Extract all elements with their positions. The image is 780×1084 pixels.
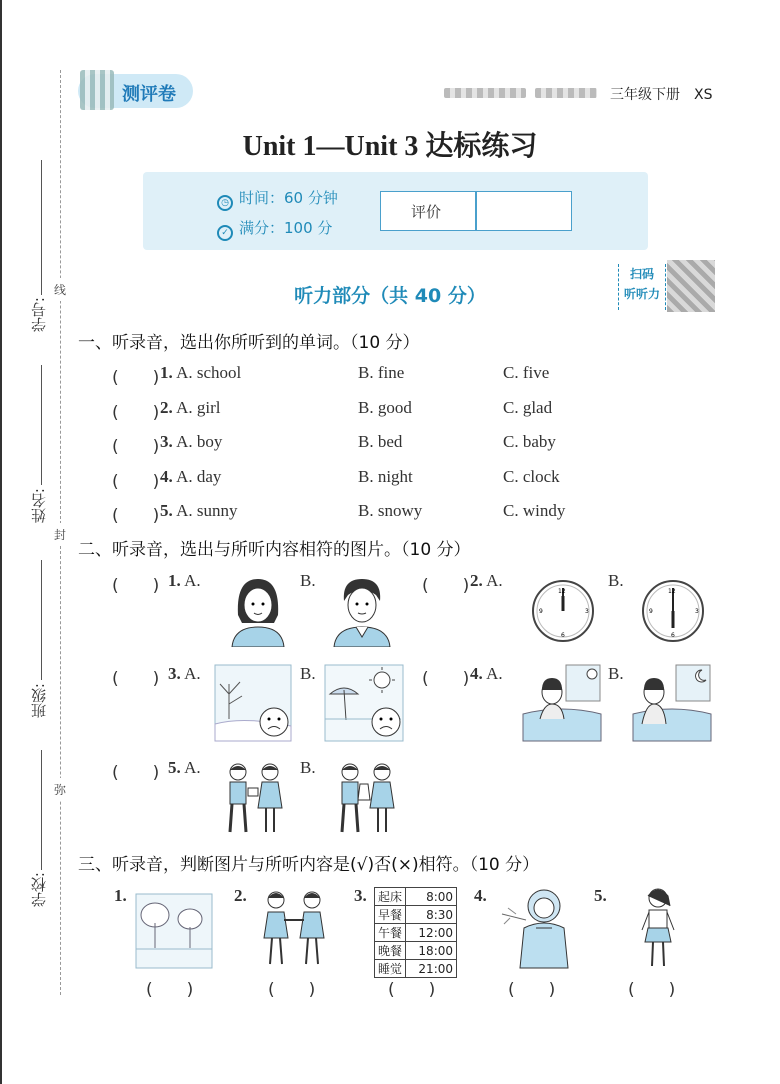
table-row bbox=[375, 888, 457, 906]
option-b-label: B. bbox=[300, 571, 316, 590]
man-picture bbox=[330, 575, 395, 647]
name-label: 姓名: bbox=[30, 488, 48, 524]
answer-blank[interactable]: ( ) bbox=[112, 506, 160, 526]
class-line bbox=[41, 560, 42, 680]
option-a: 2. A. girl bbox=[160, 398, 221, 417]
girls-holding-hands-picture bbox=[258, 886, 330, 968]
evaluation-box bbox=[380, 191, 572, 231]
clock-six-picture bbox=[640, 578, 706, 644]
schedule-time: 21:00 bbox=[406, 960, 457, 978]
option-c: C. baby bbox=[503, 432, 556, 451]
daily-schedule-table bbox=[374, 887, 457, 978]
option-a: 3. A. boy bbox=[160, 432, 223, 451]
option-c: C. glad bbox=[503, 398, 553, 417]
school-line bbox=[41, 750, 42, 870]
clock-twelve-picture bbox=[530, 578, 596, 644]
name-line bbox=[41, 365, 42, 485]
schedule-time: 12:00 bbox=[406, 924, 457, 942]
answer-blank[interactable]: ( ) bbox=[388, 980, 436, 1000]
listening-section-title: 听力部分（共 40 分） bbox=[294, 285, 486, 307]
child-in-winter-coat-picture bbox=[496, 884, 582, 972]
blurred-publisher bbox=[444, 88, 526, 98]
time-info bbox=[217, 187, 338, 211]
scan-line1: 扫码 bbox=[629, 267, 654, 281]
table-row bbox=[375, 924, 457, 942]
schedule-time: 8:00 bbox=[406, 888, 457, 906]
answer-blank[interactable]: ( ) bbox=[112, 437, 160, 457]
question-number: 5. A. bbox=[168, 758, 201, 777]
option-a: 4. A. day bbox=[160, 467, 222, 486]
option-c: C. five bbox=[503, 363, 550, 382]
option-b: B. good bbox=[358, 398, 412, 417]
option-b-label: B. bbox=[608, 664, 624, 683]
sunny-beach-picture bbox=[324, 664, 404, 742]
svg-text:6: 6 bbox=[561, 632, 565, 639]
svg-text:12: 12 bbox=[668, 588, 676, 595]
question-number: 1. bbox=[114, 886, 127, 905]
score-info bbox=[217, 217, 332, 241]
answer-blank[interactable]: ( ) bbox=[112, 472, 160, 492]
answer-blank[interactable]: ( ) bbox=[112, 403, 160, 423]
option-b: B. fine bbox=[358, 363, 405, 382]
question-number: 5. bbox=[594, 886, 607, 905]
question-number: 2. bbox=[234, 886, 247, 905]
svg-text:9: 9 bbox=[539, 608, 543, 615]
answer-blank[interactable]: ( ) bbox=[268, 980, 316, 1000]
cut-mark-xian: 线 bbox=[54, 278, 66, 301]
option-a: 1. A. school bbox=[160, 363, 242, 382]
part1-heading: 一、听录音，选出你所听到的单词。（10 分） bbox=[78, 333, 420, 353]
question-number: 3. bbox=[354, 886, 367, 905]
evaluation-label: 评价 bbox=[411, 203, 442, 221]
option-b-label: B. bbox=[300, 758, 316, 777]
answer-blank[interactable]: ( ) bbox=[112, 368, 160, 388]
cut-mark-feng: 封 bbox=[54, 523, 66, 546]
answer-blank[interactable]: ( ) bbox=[422, 576, 470, 596]
table-row bbox=[375, 942, 457, 960]
svg-text:12: 12 bbox=[558, 588, 566, 595]
answer-blank[interactable]: ( ) bbox=[146, 980, 194, 1000]
score-text: 满分：100 分 bbox=[239, 219, 333, 237]
schedule-item: 早餐 bbox=[375, 906, 406, 924]
schedule-item: 起床 bbox=[375, 888, 406, 906]
school-label: 学校: bbox=[30, 872, 48, 908]
answer-blank[interactable]: ( ) bbox=[422, 669, 470, 689]
schedule-item: 晚餐 bbox=[375, 942, 406, 960]
girl-waking-night-picture bbox=[632, 664, 712, 742]
schedule-item: 睡觉 bbox=[375, 960, 406, 978]
question-number: 1. A. bbox=[168, 571, 201, 590]
part2-heading: 二、听录音，选出与所听内容相符的图片。（10 分） bbox=[78, 540, 471, 560]
answer-blank[interactable]: ( ) bbox=[628, 980, 676, 1000]
svg-text:3: 3 bbox=[695, 608, 699, 615]
blurred-series bbox=[535, 88, 597, 98]
option-b: B. night bbox=[358, 467, 413, 486]
svg-text:6: 6 bbox=[671, 632, 675, 639]
grade-label: 三年级下册 XS bbox=[610, 87, 713, 103]
girl-waking-morning-picture bbox=[522, 664, 602, 742]
scan-line2: 听听力 bbox=[623, 287, 660, 301]
schedule-time: 18:00 bbox=[406, 942, 457, 960]
question-number: 3. A. bbox=[168, 664, 201, 683]
answer-blank[interactable]: ( ) bbox=[112, 763, 160, 783]
cut-mark-mi: 弥 bbox=[54, 778, 66, 801]
page-title: Unit 1—Unit 3 达标练习 bbox=[242, 131, 538, 162]
schedule-time: 8:30 bbox=[406, 906, 457, 924]
time-text: 时间：60 分钟 bbox=[239, 189, 338, 207]
svg-text:9: 9 bbox=[649, 608, 653, 615]
badge-logo-icon bbox=[80, 70, 114, 110]
check-icon: ✓ bbox=[217, 225, 233, 241]
table-row bbox=[375, 906, 457, 924]
scan-hint bbox=[618, 264, 666, 310]
question-number: 4. bbox=[474, 886, 487, 905]
clock-icon: ◷ bbox=[217, 195, 233, 211]
part3-heading: 三、听录音，判断图片与所听内容是(√)否(×)相符。（10 分） bbox=[78, 855, 540, 875]
children-exchange-gift-a-picture bbox=[222, 760, 288, 836]
children-exchange-gift-b-picture bbox=[334, 760, 400, 836]
schedule-item: 午餐 bbox=[375, 924, 406, 942]
snowy-park-picture bbox=[135, 893, 213, 969]
woman-picture bbox=[228, 575, 288, 647]
question-number: 4. A. bbox=[470, 664, 503, 683]
answer-blank[interactable]: ( ) bbox=[112, 576, 160, 596]
qr-code-icon bbox=[667, 260, 715, 312]
option-b-label: B. bbox=[300, 664, 316, 683]
student-id-label: 学号: bbox=[30, 297, 48, 333]
question-number: 2. A. bbox=[470, 571, 503, 590]
option-b: B. bed bbox=[358, 432, 403, 451]
badge-text: 测评卷 bbox=[122, 84, 176, 105]
student-id-line bbox=[41, 160, 42, 295]
option-b: B. snowy bbox=[358, 501, 423, 520]
snowy-scene-picture bbox=[214, 664, 292, 742]
girl-in-summer-clothes-picture bbox=[636, 884, 680, 970]
answer-blank[interactable]: ( ) bbox=[112, 669, 160, 689]
option-a: 5. A. sunny bbox=[160, 501, 238, 520]
evaluation-divider bbox=[475, 192, 477, 230]
option-b-label: B. bbox=[608, 571, 624, 590]
option-c: C. clock bbox=[503, 467, 560, 486]
svg-text:3: 3 bbox=[585, 608, 589, 615]
class-label: 班级: bbox=[30, 683, 48, 719]
option-c: C. windy bbox=[503, 501, 566, 520]
answer-blank[interactable]: ( ) bbox=[508, 980, 556, 1000]
